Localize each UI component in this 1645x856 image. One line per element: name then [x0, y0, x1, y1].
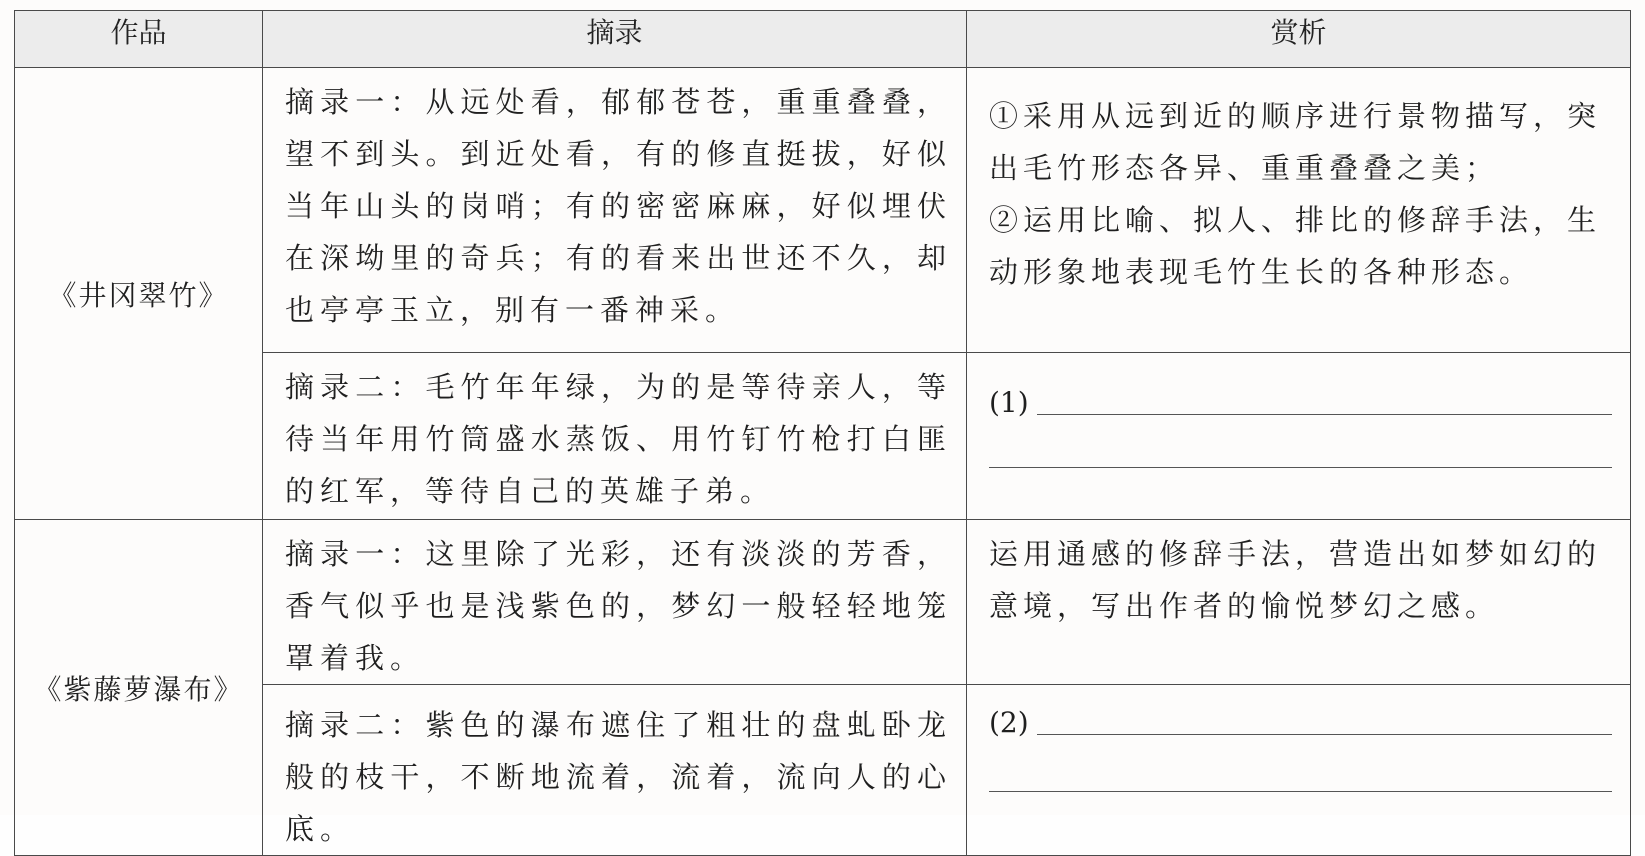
excerpt-text: 摘录二：紫色的瀑布遮住了粗壮的盘虬卧龙般的枝干，不断地流着，流着，流向人的心底。 [285, 708, 952, 846]
answer-line[interactable] [989, 467, 1612, 468]
analysis-point-2: ②运用比喻、拟人、排比的修辞手法，生动形象地表现毛竹生长的各种形态。 [989, 203, 1602, 289]
answer-line[interactable] [989, 791, 1612, 792]
work-title-jinggang: 《井冈翠竹》 [15, 68, 263, 520]
analysis-text: 运用通感的修辞手法，营造出如梦如幻的意境，写出作者的愉悦梦幻之感。 [989, 537, 1602, 623]
excerpt-cell [263, 520, 967, 685]
excerpt-cell [263, 353, 967, 520]
header-analysis: 赏析 [967, 11, 1631, 68]
answer-line[interactable] [1037, 414, 1612, 415]
answer-blank-1[interactable] [967, 353, 1630, 468]
excerpt-text: 摘录一：从远处看，郁郁苍苍，重重叠叠，望不到头。到近处看，有的修直挺拔，好似当年山头的岗哨；有的密密麻麻，好似埋伏在深坳里的奇兵；有的看来出世还不久，却也亭亭玉立，别有一番神采。 [285, 85, 952, 327]
analysis-cell [967, 520, 1631, 685]
analysis-text [967, 68, 1630, 298]
table-row [15, 520, 1631, 685]
excerpt-cell [263, 68, 967, 353]
excerpt-text: 摘录二：毛竹年年绿，为的是等待亲人，等待当年用竹筒盛水蒸饭、用竹钉竹枪打白匪的红军，等待自己的英雄子弟。 [285, 370, 952, 508]
header-excerpt: 摘录 [263, 11, 967, 68]
work-title-wisteria: 《紫藤萝瀑布》 [15, 520, 263, 856]
header-work: 作品 [15, 11, 263, 68]
header-row [15, 11, 1631, 68]
table-row [15, 68, 1631, 353]
excerpt-text: 摘录一：这里除了光彩，还有淡淡的芳香，香气似乎也是浅紫色的，梦幻一般轻轻地笼罩着我。 [285, 537, 952, 675]
analysis-point-1: ①采用从远到近的顺序进行景物描写，突出毛竹形态各异、重重叠叠之美； [989, 99, 1602, 185]
answer-blank-2[interactable] [967, 685, 1630, 792]
excerpt-cell [263, 685, 967, 856]
answer-cell-2[interactable] [967, 685, 1631, 856]
blank-label-2: (2) [989, 706, 1029, 739]
blank-label-1: (1) [989, 386, 1029, 419]
appreciation-table [14, 10, 1631, 856]
answer-line[interactable] [1037, 734, 1612, 735]
answer-cell-1[interactable] [967, 353, 1631, 520]
analysis-cell [967, 68, 1631, 353]
